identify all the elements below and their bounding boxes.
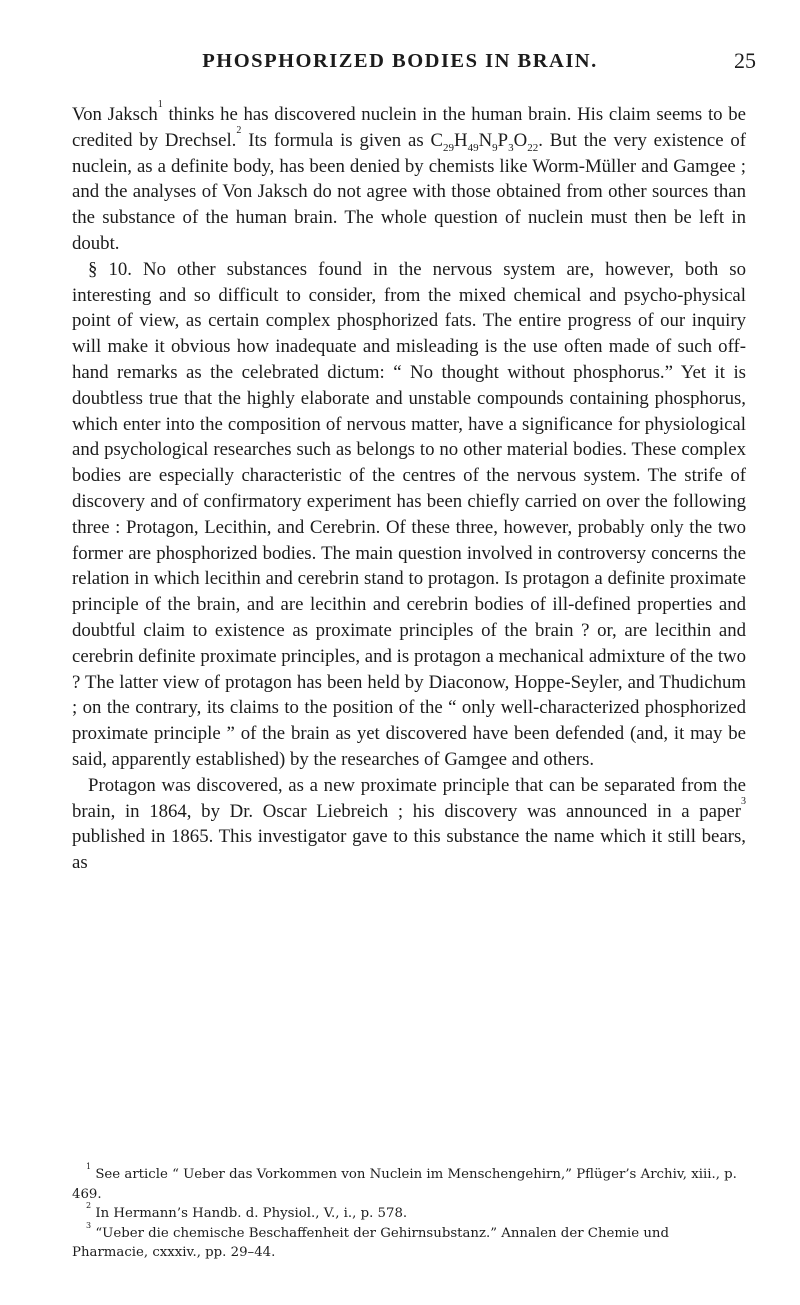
page-number: 25 (734, 48, 756, 73)
footnote-3: $^3$ “Ueber die chemische Beschaffenheit der Gehirnsubstanz.” Annalen der Chemie und Pharmacie, cxxxiv., pp. 29–44. (72, 1220, 669, 1261)
footnote-2: $^2$ In Hermann’s Handb. d. Physiol., V., i., p. 578. (86, 1201, 408, 1222)
footnote-ref-1: 1 (157, 99, 163, 110)
paragraph-section-10: § 10. No other substances found in the nervous system are, however, both so interesting and so difficult to consider, from the mixed chemical and psycho-physical point of view, as certain complex phosphorized fats. The entire progress of our inquiry will make it obvious how inadequate and misleading is the use often made of such off-hand remarks as the celebrated dictum: “ No thought without phosphorus.” Yet it is doubtless true that the highly elaborate and unstable compounds containing phosphorus, which enter into the composition of nervous matter, have a significance for physiological and psychological researches such as belongs to no other material bodies. These complex bodies are especially characteristic of the centres of the nervous system. The strife of discovery and of confirmatory experiment has been chiefly carried on over the following three : Protagon, Lecithin, and Cerebrin. Of these three, however, probably only the two former are phosphorized bodies. The main question involved in controversy concerns the relation in which lecithin and cerebrin stand to protagon. Is protagon a definite proximate principle of the brain, and are lecithin and cerebrin bodies of ill-defined properties and doubtful claim to existence as proximate principles of the brain ? or, are lecithin and cerebrin definite proximate principles, and is protagon a mechanical admixture of the two ? The latter view of protagon has been held by Diaconow, Hoppe-Seyler, and Thudichum ; on the contrary, its claims to the position of the “ only well-characterized phosphorized proximate principle ” of the brain as yet discovered have been defended (and, it may be said, apparently established) by the researches of Gamgee and others. (72, 258, 746, 770)
subscript: 49 (467, 141, 479, 154)
paragraph-protagon: Protagon was discovered, as a new proximate principle that can be separated from the brain, in 1864, by Dr. Oscar Liebreich ; his discovery was announced in a paper$^3$ published in 1865. This investigator gave to this substance the name which it still bears, as (72, 774, 746, 874)
footnote-ref-3: 3 (741, 795, 746, 807)
paragraph-nuclein: Von Jaksch$^1$ thinks he has discovered nuclein in the human brain. His claim seems to be credited by Drechsel.$^2$ Its formula is given as $C_{29}H_{49}N_9P_3O_{22}$. But the very existence of nuclein, as a definite body, has been denied by chemists like Worm-Müller and Gamgee ; and the analyses of Von Jaksch do not agree with those obtained from other sources than the substance of the human brain. The whole question of nuclein must then be left in doubt. (72, 99, 747, 254)
footnote-1: $^1$ See article “ Ueber das Vorkommen von Nuclein im Menschengehirn,” Pflüger’s Archiv, xiii., p. 469. (72, 1162, 737, 1202)
footnote-ref-2: 2 (236, 124, 242, 136)
subscript: 3 (508, 141, 514, 154)
subscript: 9 (492, 141, 498, 154)
subscript: 29 (443, 141, 455, 154)
running-title: PHOSPHORIZED BODIES IN BRAIN. (202, 50, 598, 72)
page-header (0, 50, 800, 80)
subscript: 22 (527, 141, 539, 154)
body-text (72, 99, 747, 876)
footnotes (72, 1162, 746, 1263)
